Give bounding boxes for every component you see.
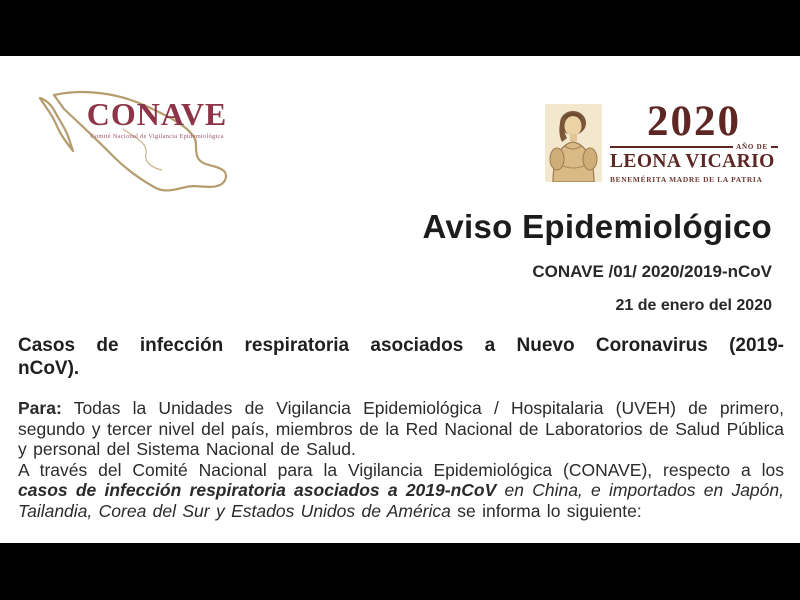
conave-subtitle: Comité Nacional de Vigilancia Epidemiológica [90, 133, 224, 140]
leona-year: 2020 [647, 98, 741, 145]
subject-heading [18, 334, 784, 380]
leona-vicario-portrait-icon [545, 104, 602, 182]
leona-small-label: AÑO DE [736, 143, 768, 152]
subject-heading-line1: Casos de infección respiratoria asociados a Nuevo Coronavirus (2019- [18, 335, 784, 356]
addressee-text: Todas la Unidades de Vigilancia Epidemiológica / Hospitalaria (UVEH) de primero, segundo y tercer nivel del país, miembros de la Red Nacional de Laboratorios de Salud Pública y personal del Sistema Nacional de Salud. [18, 398, 784, 459]
page-title: Aviso Epidemiológico [422, 208, 772, 245]
document-page [0, 56, 800, 543]
letterbox-top [0, 0, 800, 56]
announcement-locations: en China, e importados en Japón, Tailandia, Corea del Sur y Estados Unidos de América [18, 480, 784, 521]
leona-subtitle: BENEMÉRITA MADRE DE LA PATRIA [610, 174, 763, 184]
document-header [423, 208, 773, 315]
divider-line [771, 146, 778, 148]
announcement-emphasis: casos de infección respiratoria asociados a 2019-nCoV [18, 480, 497, 500]
announcement-paragraph [18, 460, 784, 522]
addressee-paragraph [18, 398, 784, 460]
conave-logo-text [78, 98, 236, 140]
addressee-label: Para: [18, 398, 62, 418]
document-date: 21 de enero del 2020 [615, 296, 772, 314]
announcement-lead: A través del Comité Nacional para la Vigilancia Epidemiológica (CONAVE), respecto a los [18, 459, 784, 480]
document-body [18, 334, 784, 521]
subject-heading-line2: nCoV). [18, 358, 80, 379]
reference-number: CONAVE /01/ 2020/2019-nCoV [532, 261, 772, 281]
letterbox-bottom [0, 543, 800, 600]
leona-logo-text [610, 98, 778, 184]
divider-line [610, 146, 733, 148]
leona-vicario-logo [545, 98, 778, 184]
conave-acronym: CONAVE [86, 96, 228, 132]
leona-name: LEONA VICARIO [610, 151, 775, 173]
conave-logo [28, 84, 234, 198]
announcement-tail: se informa lo siguiente: [457, 500, 642, 521]
